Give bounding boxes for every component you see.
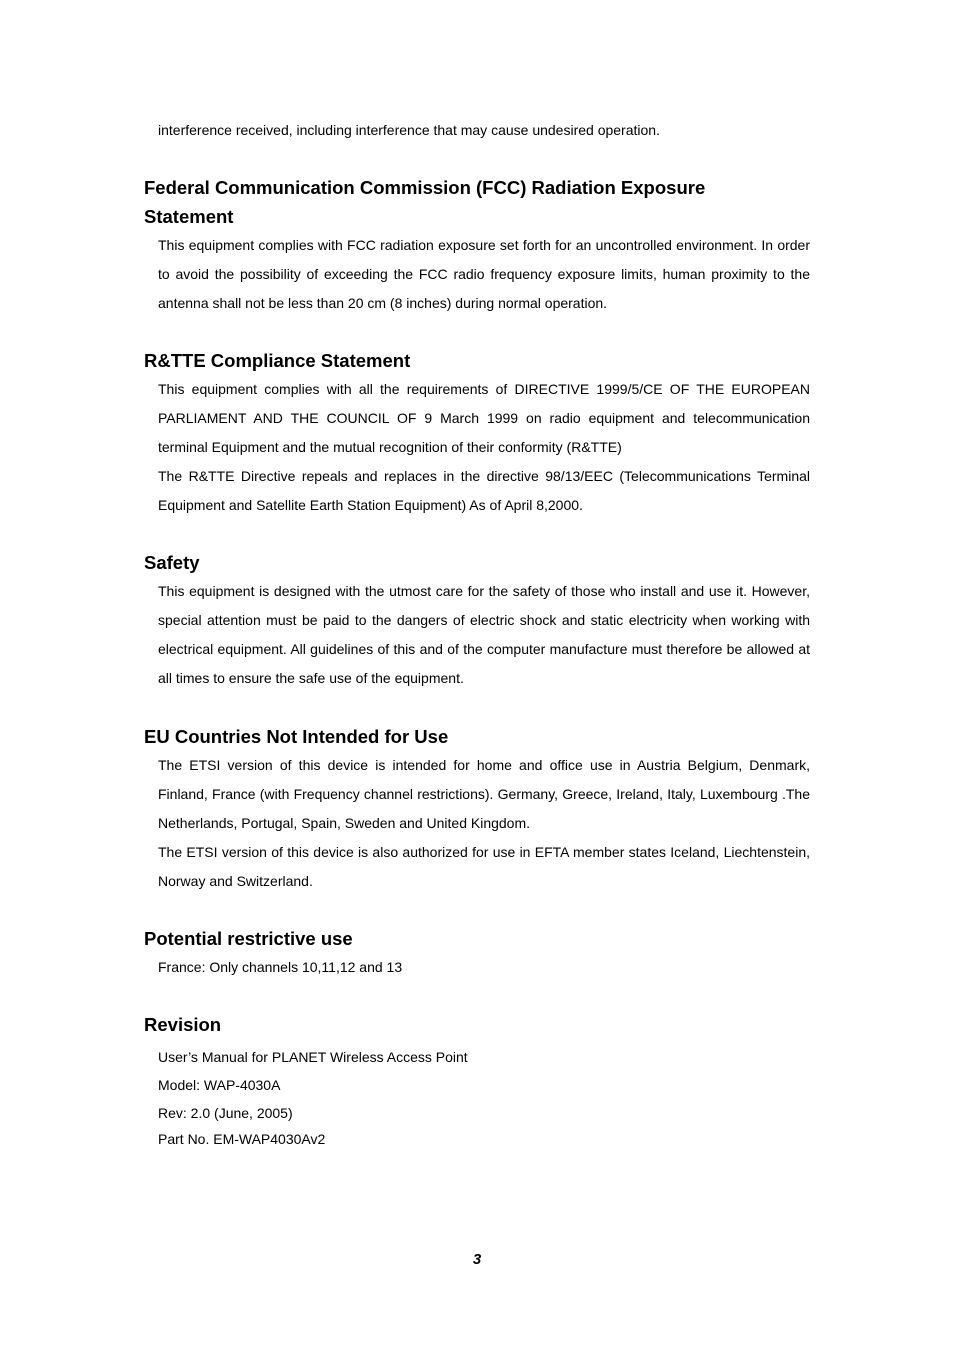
restrictive-heading: Potential restrictive use	[144, 928, 353, 949]
fcc-heading: Federal Communication Commission (FCC) Radiation Exposure Statement	[144, 177, 706, 227]
eu-section	[0, 722, 954, 896]
revision-section	[0, 1010, 954, 1151]
revision-line-rev: Rev: 2.0 (June, 2005)	[158, 1105, 293, 1121]
rtte-paragraph-2: The R&TTE Directive repeals and replaces in the directive 98/13/EEC (Telecommunications Terminal Equipment and Satellite Earth Station Equipment) As of April 8,2000.	[158, 468, 810, 513]
rtte-paragraph-1: This equipment complies with all the requirements of DIRECTIVE 1999/5/CE OF THE EUROPEAN PARLIAMENT AND THE COUNCIL OF 9 March 1999 on radio equipment and telecommunication terminal Equipment and the mutual recognition of their conformity (R&TTE)	[158, 381, 810, 455]
fcc-section	[0, 173, 954, 318]
eu-paragraph-1: The ETSI version of this device is intended for home and office use in Austria Belgium, Denmark, Finland, France (with Frequency channel restrictions). Germany, Greece, Ireland, Italy, Luxembourg .The Netherlands, Portugal, Spain, Sweden and United Kingdom.	[158, 757, 810, 831]
eu-paragraph-2: The ETSI version of this device is also authorized for use in EFTA member states Iceland, Liechtenstein, Norway and Switzerland.	[158, 844, 810, 889]
rtte-heading: R&TTE Compliance Statement	[144, 350, 411, 371]
restrictive-paragraph: France: Only channels 10,11,12 and 13	[158, 959, 403, 975]
safety-paragraph: This equipment is designed with the utmost care for the safety of those who install and use it. However, special attention must be paid to the dangers of electric shock and static electricity when working with electrical equipment. All guidelines of this and of the computer manufacture must therefore be allowed at all times to ensure the safe use of the equipment.	[158, 583, 810, 686]
safety-heading: Safety	[144, 552, 200, 573]
restrictive-section	[0, 924, 954, 982]
revision-line-manual: User’s Manual for PLANET Wireless Access Point	[158, 1049, 468, 1065]
revision-heading: Revision	[144, 1014, 222, 1035]
revision-line-model: Model: WAP-4030A	[158, 1077, 281, 1093]
page-number: 3	[472, 1251, 482, 1268]
revision-line-part-no: Part No. EM-WAP4030Av2	[158, 1131, 326, 1147]
rtte-section	[0, 346, 954, 520]
safety-section	[0, 548, 954, 693]
fcc-paragraph: This equipment complies with FCC radiation exposure set forth for an uncontrolled environment. In order to avoid the possibility of exceeding the FCC radio frequency exposure limits, human proximity to the antenna shall not be less than 20 cm (8 inches) during normal operation.	[158, 237, 810, 311]
eu-heading: EU Countries Not Intended for Use	[144, 726, 449, 747]
intro-text: interference received, including interference that may cause undesired operation.	[158, 122, 660, 138]
